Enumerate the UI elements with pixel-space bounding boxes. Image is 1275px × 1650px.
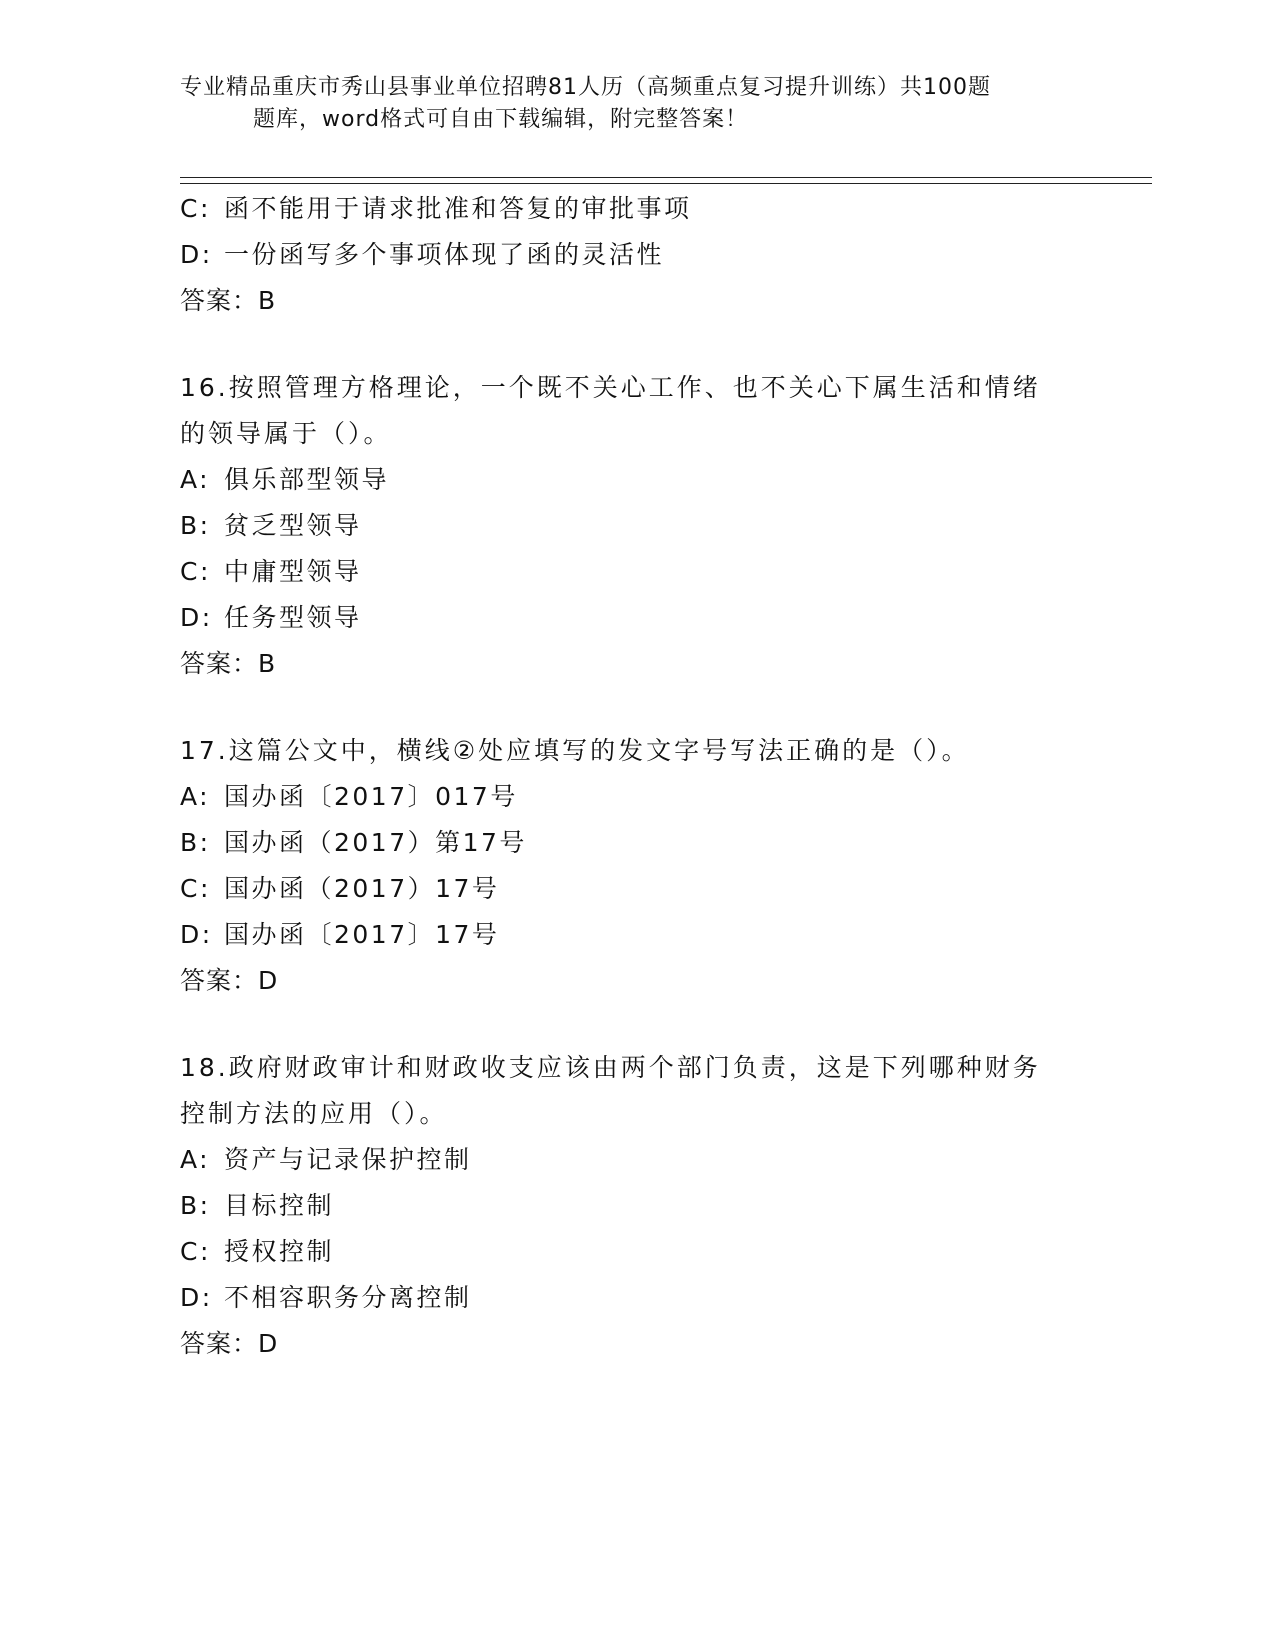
option-text: 不相容职务分离控制 bbox=[224, 1283, 472, 1312]
option-text: 贫乏型领导 bbox=[224, 511, 362, 540]
option-label: A: bbox=[180, 465, 211, 494]
header-rule-top bbox=[180, 177, 1152, 178]
question-stem-line: 16.按照管理方格理论，一个既不关心工作、也不关心下属生活和情绪 bbox=[180, 373, 1041, 402]
question-stem bbox=[180, 728, 1080, 774]
option-text: 资产与记录保护控制 bbox=[224, 1145, 472, 1174]
document-header bbox=[180, 72, 1060, 136]
question-stem-line: 控制方法的应用（）。 bbox=[180, 1099, 448, 1128]
header-rule-bottom bbox=[180, 183, 1152, 184]
option-label: D: bbox=[180, 240, 213, 269]
option-label: D: bbox=[180, 1283, 213, 1312]
question-stem bbox=[180, 365, 1080, 457]
question-17 bbox=[180, 728, 1080, 1004]
question-stem-line: 18.政府财政审计和财政收支应该由两个部门负责，这是下列哪种财务 bbox=[180, 1053, 1041, 1082]
option-text: 俱乐部型领导 bbox=[224, 465, 390, 494]
question-18 bbox=[180, 1045, 1080, 1367]
option-label: C: bbox=[180, 557, 211, 586]
option-b bbox=[180, 503, 1080, 549]
option-label: B: bbox=[180, 511, 211, 540]
option-c bbox=[180, 866, 1080, 912]
option-a bbox=[180, 457, 1080, 503]
option-label: C: bbox=[180, 194, 211, 223]
option-label: D: bbox=[180, 920, 213, 949]
option-text: 目标控制 bbox=[224, 1191, 335, 1220]
option-c bbox=[180, 1229, 1080, 1275]
question-stem-line: 的领导属于（）。 bbox=[180, 419, 392, 448]
question-15-tail bbox=[180, 186, 1080, 324]
option-d bbox=[180, 232, 1080, 278]
option-d bbox=[180, 595, 1080, 641]
option-text: 国办函〔2017〕17号 bbox=[224, 920, 500, 949]
header-title-line1: 专业精品重庆市秀山县事业单位招聘81人历（高频重点复习提升训练）共100题 bbox=[180, 75, 991, 100]
option-label: A: bbox=[180, 1145, 211, 1174]
option-c bbox=[180, 186, 1080, 232]
option-text: 函不能用于请求批准和答复的审批事项 bbox=[224, 194, 692, 223]
answer-line: 答案：D bbox=[180, 1329, 279, 1358]
option-a bbox=[180, 1137, 1080, 1183]
option-label: D: bbox=[180, 603, 213, 632]
option-label: A: bbox=[180, 782, 211, 811]
header-title-line2: 题库，word格式可自由下载编辑，附完整答案！ bbox=[253, 107, 749, 132]
option-label: B: bbox=[180, 1191, 211, 1220]
answer-line: 答案：B bbox=[180, 649, 277, 678]
option-label: B: bbox=[180, 828, 211, 857]
option-text: 中庸型领导 bbox=[224, 557, 362, 586]
option-text: 国办函〔2017〕017号 bbox=[224, 782, 518, 811]
option-d bbox=[180, 912, 1080, 958]
question-list bbox=[180, 186, 1080, 1408]
option-text: 一份函写多个事项体现了函的灵活性 bbox=[224, 240, 665, 269]
question-stem-line: 17.这篇公文中，横线②处应填写的发文字号写法正确的是（）。 bbox=[180, 736, 970, 765]
option-text: 国办函（2017）17号 bbox=[224, 874, 500, 903]
option-d bbox=[180, 1275, 1080, 1321]
option-c bbox=[180, 549, 1080, 595]
answer-line: 答案：B bbox=[180, 286, 277, 315]
question-16 bbox=[180, 365, 1080, 687]
option-label: C: bbox=[180, 1237, 211, 1266]
option-b bbox=[180, 820, 1080, 866]
option-text: 任务型领导 bbox=[224, 603, 362, 632]
answer-line: 答案：D bbox=[180, 966, 279, 995]
option-text: 授权控制 bbox=[224, 1237, 335, 1266]
option-a bbox=[180, 774, 1080, 820]
option-b bbox=[180, 1183, 1080, 1229]
option-label: C: bbox=[180, 874, 211, 903]
question-stem bbox=[180, 1045, 1080, 1137]
option-text: 国办函（2017）第17号 bbox=[224, 828, 527, 857]
